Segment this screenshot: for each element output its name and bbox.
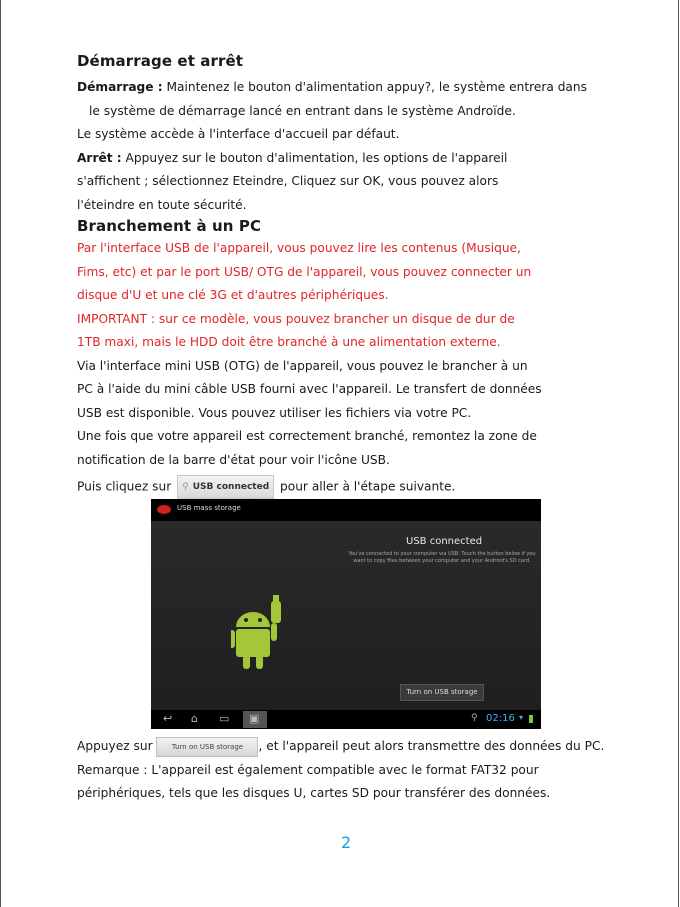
usb-connected-heading: USB connected (406, 536, 483, 547)
stop-paragraph (77, 147, 637, 171)
turn-on-usb-storage-chip: Turn on USB storage (156, 737, 258, 757)
usb-connected-label: USB connected (192, 482, 270, 492)
red-line-1: Par l'interface USB de l'appareil, vous pouvez lire les contenus (Musique, (77, 241, 521, 255)
top-title: USB mass storage (177, 504, 241, 512)
usb-status-icon: ⚲ (471, 713, 478, 723)
page-number: 2 (341, 833, 352, 852)
remark-line-2: périphériques, tels que les disques U, cartes SD pour transférer des données. (77, 786, 551, 800)
press-prefix: Appuyez sur (77, 739, 157, 753)
startup-label: Démarrage : (77, 80, 163, 94)
body-line-1: Via l'interface mini USB (OTG) de l'appareil, vous pouvez le brancher à un (77, 358, 528, 373)
press-suffix: , et l'appareil peut alors transmettre des données du PC. (258, 739, 605, 753)
status-bar-top (151, 499, 541, 521)
document-page (77, 52, 637, 499)
bottom-text (77, 735, 657, 806)
recent-apps-icon[interactable]: ▭ (219, 712, 230, 725)
navigation-bar (151, 710, 541, 729)
startup-text-1: Maintenez le bouton d'alimentation appuy?, le système entrera dans (162, 80, 587, 94)
stop-text-2: s'affichent ; sélectionnez Eteindre, Cliquez sur OK, vous pouvez alors (77, 174, 499, 188)
android-robot-icon (231, 591, 291, 671)
red-line-2: Fims, etc) et par le port USB/ OTG de l'appareil, vous pouvez connecter un (77, 264, 532, 279)
click-instruction (77, 475, 637, 499)
click-prefix: Puis cliquez sur (77, 479, 176, 494)
body-line-3: USB est disponible. Vous pouvez utiliser les fichiers via votre PC. (77, 405, 472, 420)
back-icon[interactable]: ↩ (163, 712, 173, 725)
page-border-right (678, 0, 679, 907)
stop-text-3: l'éteindre en toute sécurité. (77, 197, 247, 212)
stop-text-1: Appuyez sur le bouton d'alimentation, les options de l'appareil (121, 150, 508, 165)
wifi-icon: ▾ (519, 713, 524, 722)
body-line-2: PC à l'aide du mini câble USB fourni avec l'appareil. Le transfert de données (77, 382, 542, 396)
press-instruction (77, 735, 657, 759)
startup-paragraph (77, 76, 637, 100)
page-border-left (0, 0, 1, 907)
usb-screen (151, 521, 541, 710)
red-line-4: IMPORTANT : sur ce modèle, vous pouvez brancher un disque de dur de (77, 311, 515, 326)
clock: 02:16 (486, 713, 515, 724)
app-logo-icon (157, 505, 171, 514)
turn-on-usb-storage-button[interactable]: Turn on USB storage (400, 684, 484, 701)
usb-description: You've connected to your computer via USB. Touch the button below if you want to copy files between your computer and your Android's SD card. (348, 551, 536, 564)
remark-line-1: Remarque : L'appareil est également compatible avec le format FAT32 pour (77, 762, 539, 777)
screenshot-icon[interactable]: ▣ (249, 712, 260, 725)
stop-label: Arrêt : (77, 150, 122, 165)
home-icon[interactable]: ⌂ (191, 712, 198, 725)
section-title-pc: Branchement à un PC (77, 217, 262, 235)
section-title-startup: Démarrage et arrêt (77, 52, 244, 70)
battery-icon (529, 715, 533, 723)
home-interface-text: Le système accède à l'interface d'accueil par défaut. (77, 127, 400, 141)
usb-connected-chip (177, 475, 274, 499)
usb-icon: ⚲ (182, 482, 189, 492)
body-line-5: notification de la barre d'état pour voir l'icône USB. (77, 452, 390, 467)
body-line-4: Une fois que votre appareil est correctement branché, remontez la zone de (77, 429, 537, 443)
red-line-5: 1TB maxi, mais le HDD doit être branché à une alimentation externe. (77, 335, 501, 349)
startup-text-2: le système de démarrage lancé en entrant dans le système Androïde. (89, 103, 516, 118)
android-screenshot (151, 499, 541, 729)
red-line-3: disque d'U et une clé 3G et d'autres périphériques. (77, 288, 389, 302)
click-suffix: pour aller à l'étape suivante. (276, 479, 456, 494)
